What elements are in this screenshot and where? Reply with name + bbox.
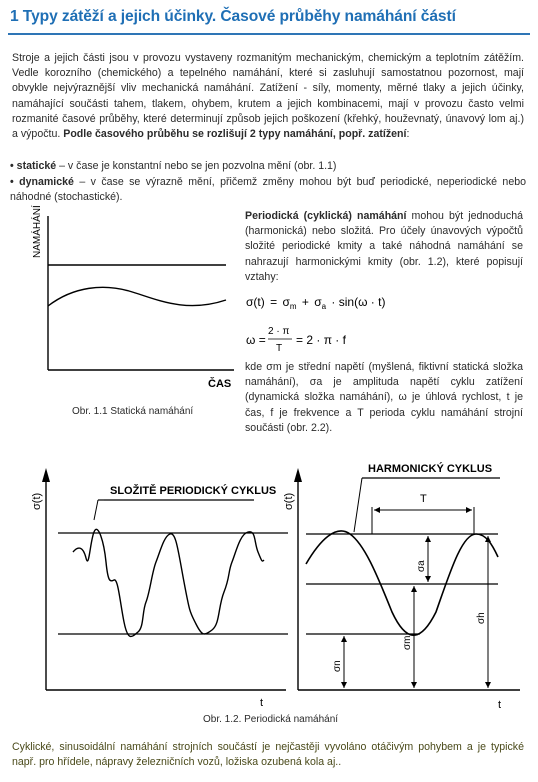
period-label: T [420,493,427,505]
periodic-term: Periodická (cyklická) namáhání [245,210,407,222]
period-arrow-left [374,507,380,513]
left-title: SLOŽITĚ PERIODICKÝ CYKLUS [110,485,277,497]
formulas [246,288,446,358]
bullet-mark: • [10,160,14,172]
right-title: HARMONICKÝ CYKLUS [368,463,493,475]
bullet-static [10,159,526,174]
sigma-n-label: σn [332,660,343,672]
complex-cycle-figure [28,462,298,712]
bullet-dynamic [10,175,526,205]
formula-2-lhs: ω = [246,333,266,347]
sigma-a-label: σa [416,560,427,572]
fig1-xlabel: ČAS [208,378,232,390]
bullet-mark: • [10,176,14,188]
harmonic-sine-curve [306,531,498,635]
fig1-caption: Obr. 1.1 Statická namáhání [72,406,194,417]
sigma-a-arrow-bottom [425,576,431,582]
sigma-h-label: σh [476,612,487,624]
periodic-text: mohou být jednoduchá (harmonická) nebo složitá. Pro účely únavových výpočtů složité periodické kmity a také náhodná namáhání se nahrazují harmonickými kmity (obr. 1.2), které popisují vztahy: [245,210,524,283]
fig1-ylabel: NAMÁHÁNÍ [32,205,43,258]
intro-paragraph [12,51,524,142]
formula-2-denominator: T [276,343,283,354]
right-xlabel: t [498,699,502,711]
sigma-n-arrow-bottom [341,682,347,688]
bullet-text: – v čase se výrazně mění, přičemž změny mohou být buď periodické, neperiodické nebo náhodné (stochastické). [10,176,526,204]
left-ylabel: σ(t) [31,492,43,510]
sigma-m-arrow-top [411,586,417,592]
intro-bold-end: : [406,128,410,141]
complex-periodic-curve [73,529,264,636]
right-ylabel: σ(t) [283,492,295,510]
sigma-n-arrow-top [341,636,347,642]
static-load-figure [14,205,244,434]
sigma-h-arrow-bottom [485,682,491,688]
intro-bold-text: Podle časového průběhu se rozlišují 2 typy namáhání, popř. zatížení [63,128,407,141]
formula-2-numerator: 2 · π [268,326,290,337]
definition-paragraph: kde σm je střední napětí (myšlená, fiktivní statická složka namáhání), σa je amplituda napětí cyklu zatížení (dynamická složka namáhání), ω je úhlová rychlost, t je čas, f je frekvence a T perioda cyklu namáhání strojní součásti (obr. 2.2). [245,361,523,434]
y-arrow [294,468,302,482]
sigma-m-label: σm [402,635,413,650]
leader-line [354,478,362,532]
bullet-term: dynamické [19,176,74,188]
periodic-paragraph [245,209,523,285]
bullet-term: statické [16,160,57,172]
page-title: 1 Typy zátěží a jejich účinky. Časové průběhy namáhání částí [10,8,456,25]
title-underline [8,33,530,35]
intro-text: Stroje a jejich části jsou v provozu vystaveny rozmanitým mechanickým, chemickým a teplotním zátěžím. Vedle korozního (chemického) a tepelného namáhání, které si zasluhují samostatnou pozornost, mají obvykle nejvýraznější vliv mechanická namáhání. Zatížení - síly, momenty, měrné tlaky a jejich účinky, namáhající součásti tahem, tlakem, ohybem, krutem a jejich kombinacemi, mají v provozu často velmi rozmanité časové průběhy, které determinují způsob jejich poškození (křehký, houževnatý, únavový lom aj.) a výpočtu. [12,52,524,141]
left-xlabel: t [260,697,264,709]
formula-1: σ(t) = $\sigma_m$ + $\sigma_a$ · sin(ω · t) [246,295,386,311]
bottom-paragraph: Cyklické, sinusoidální namáhání strojních součástí je nejčastěji vyvoláno otáčivým pohybem a je typické např. pro hřídele, nápravy železničních vozů, ložiska ozubená kola aj.. [12,741,524,769]
period-arrow-right [466,507,472,513]
formula-2-rhs: = 2 · π · f [296,333,346,347]
y-arrow [42,468,50,482]
leader-line [94,500,98,520]
harmonic-cycle-figure [280,452,530,722]
bullet-text: – v čase je konstantní nebo se jen pozvolna mění (obr. 1.1) [56,160,337,172]
sigma-m-arrow-bottom [411,682,417,688]
slowly-varying-load-curve [48,287,226,306]
fig2-caption: Obr. 1.2. Periodická namáhání [203,714,339,725]
sigma-a-arrow-top [425,536,431,542]
